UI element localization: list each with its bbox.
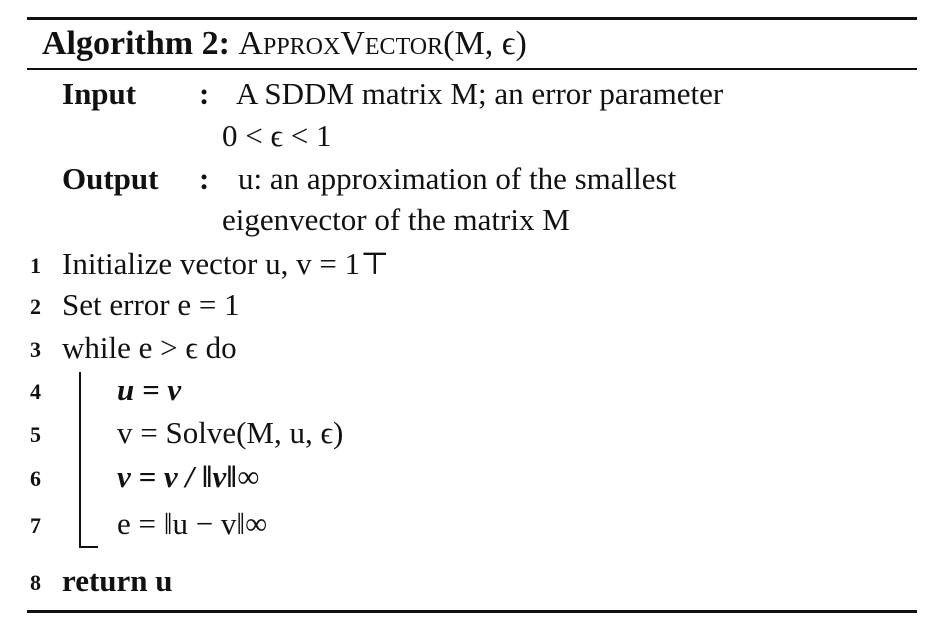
step-4: u = v bbox=[117, 372, 182, 407]
output-line-1: u: an approximation of the smallest bbox=[238, 161, 677, 196]
line-number: 7 bbox=[30, 513, 41, 538]
output-row bbox=[62, 159, 158, 199]
input-label: Input bbox=[62, 76, 137, 111]
output-line-2: eigenvector of the matrix M bbox=[222, 202, 570, 237]
algorithm-args: (M, ϵ) bbox=[443, 25, 527, 62]
while-block-bar bbox=[79, 372, 81, 548]
step-1: Initialize vector u, v = 1⊤ bbox=[62, 246, 390, 281]
line-number: 5 bbox=[30, 422, 41, 447]
output-label: Output bbox=[62, 161, 159, 196]
line-number: 6 bbox=[30, 466, 41, 491]
input-line-2: 0 < ϵ < 1 bbox=[222, 118, 332, 153]
bottom-rule bbox=[27, 610, 917, 613]
line-number: 8 bbox=[30, 570, 41, 595]
algorithm-title bbox=[42, 20, 527, 68]
input-line-1: A SDDM matrix M; an error parameter bbox=[236, 76, 724, 111]
line-number: 3 bbox=[30, 337, 41, 362]
step-3-while: while e > ϵ do bbox=[62, 330, 237, 365]
algorithm-name: ApproxVector bbox=[238, 25, 444, 62]
input-row bbox=[62, 74, 136, 114]
line-number: 4 bbox=[30, 379, 41, 404]
algorithm-label: Algorithm 2: bbox=[42, 25, 230, 62]
while-block-end bbox=[79, 546, 98, 548]
step-7: e = ‖u − v‖∞ bbox=[117, 506, 268, 541]
step-5: v = Solve(M, u, ϵ) bbox=[117, 415, 344, 450]
output-colon: : bbox=[199, 161, 210, 196]
header-rule bbox=[27, 68, 917, 70]
line-number: 2 bbox=[30, 294, 41, 319]
step-2: Set error e = 1 bbox=[62, 287, 240, 322]
line-number: 1 bbox=[30, 253, 41, 278]
step-6: v = v / ‖v‖∞ bbox=[117, 459, 260, 494]
input-colon: : bbox=[199, 76, 210, 111]
step-8-return: return u bbox=[62, 563, 173, 598]
